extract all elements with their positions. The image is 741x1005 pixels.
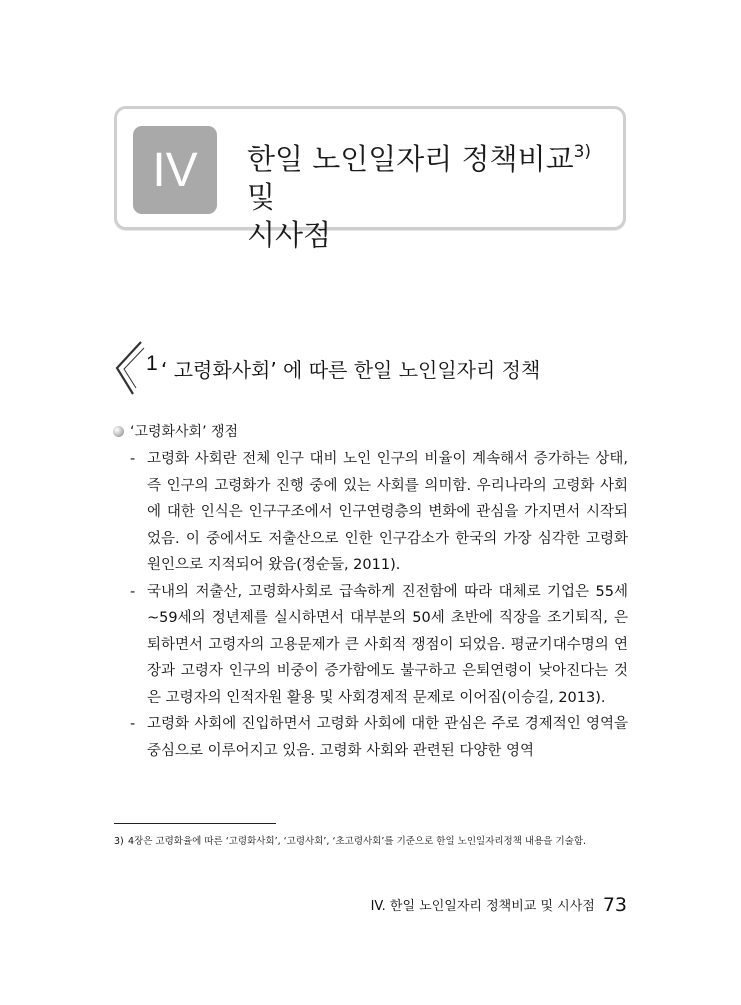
list-dash: - [130,716,136,732]
list-item-text: 국내의 저출산, 고령화사회로 급속하게 진전함에 따라 대체로 기업은 55세~59세의 정년제를 실시하면서 대부분의 50세 초반에 직장을 조기퇴직, 은퇴하면서 고령자의 고용문제가 큰 사회적 쟁점이 되었음. 평균기대수명의 연장과 고령자 인구의 비중이 증가함에도 불구하고 은퇴연령이 낮아진다는 것은 고령자의 인적자원 활용 및 사회경제적 문제로 이어짐(이승길, 2013). [147,583,628,706]
chapter-numeral-badge: IV [133,126,217,214]
chapter-title-line1-end: 및 [247,180,276,214]
list-dash: - [130,451,136,467]
chapter-title-line1: 한일 노인일자리 정책비교 [247,142,574,176]
section-number: 1 [146,352,158,375]
chapter-title [247,133,617,254]
list-item [130,711,628,764]
footnote-number: 3) [114,836,124,847]
running-footer [371,894,627,916]
bullet-heading [113,421,238,441]
bullet-sphere-icon [113,426,124,437]
chapter-header-box [114,106,626,252]
chapter-title-line2: 시사점 [247,218,332,252]
section-title: ‘ 고령화사회’ 에 따른 한일 노인일자리 정책 [161,358,541,382]
footnote [114,833,628,850]
list-item-text: 고령화 사회에 진입하면서 고령화 사회에 대한 관심은 주로 경제적인 영역을 중심으로 이루어지고 있음. 고령화 사회와 관련된 다양한 영역 [147,716,628,759]
bullet-heading-text: ‘고령화사회’ 쟁점 [130,424,239,440]
body-list [130,446,628,764]
footnote-text: 4장은 고령화율에 따른 ‘고령화사회’, ‘고령사회’, ‘초고령사회’를 기준으로 한일 노인일자리정책 내용을 기술함. [128,836,587,847]
chapter-title-footnote-ref[interactable]: 3) [573,142,592,162]
list-item [130,446,628,579]
page-number: 73 [602,894,627,916]
list-item [130,579,628,712]
footnote-divider [114,823,276,824]
running-footer-title: IV. 한일 노인일자리 정책비교 및 시사점 [370,899,595,914]
section-heading [113,338,633,398]
list-item-text: 고령화 사회란 전체 인구 대비 노인 인구의 비율이 계속해서 증가하는 상태, 즉 인구의 고령화가 진행 중에 있는 사회를 의미함. 우리나라의 고령화 사회에 대한 인식은 인구구조에서 인구연령층의 변화에 관심을 가지면서 시작되었음. 이 중에서도 저출산으로 인한 인구감소가 한국의 가장 심각한 고령화 원인으로 지적되어 왔음(정순둘, 2011). [147,451,628,573]
list-dash: - [130,583,136,600]
